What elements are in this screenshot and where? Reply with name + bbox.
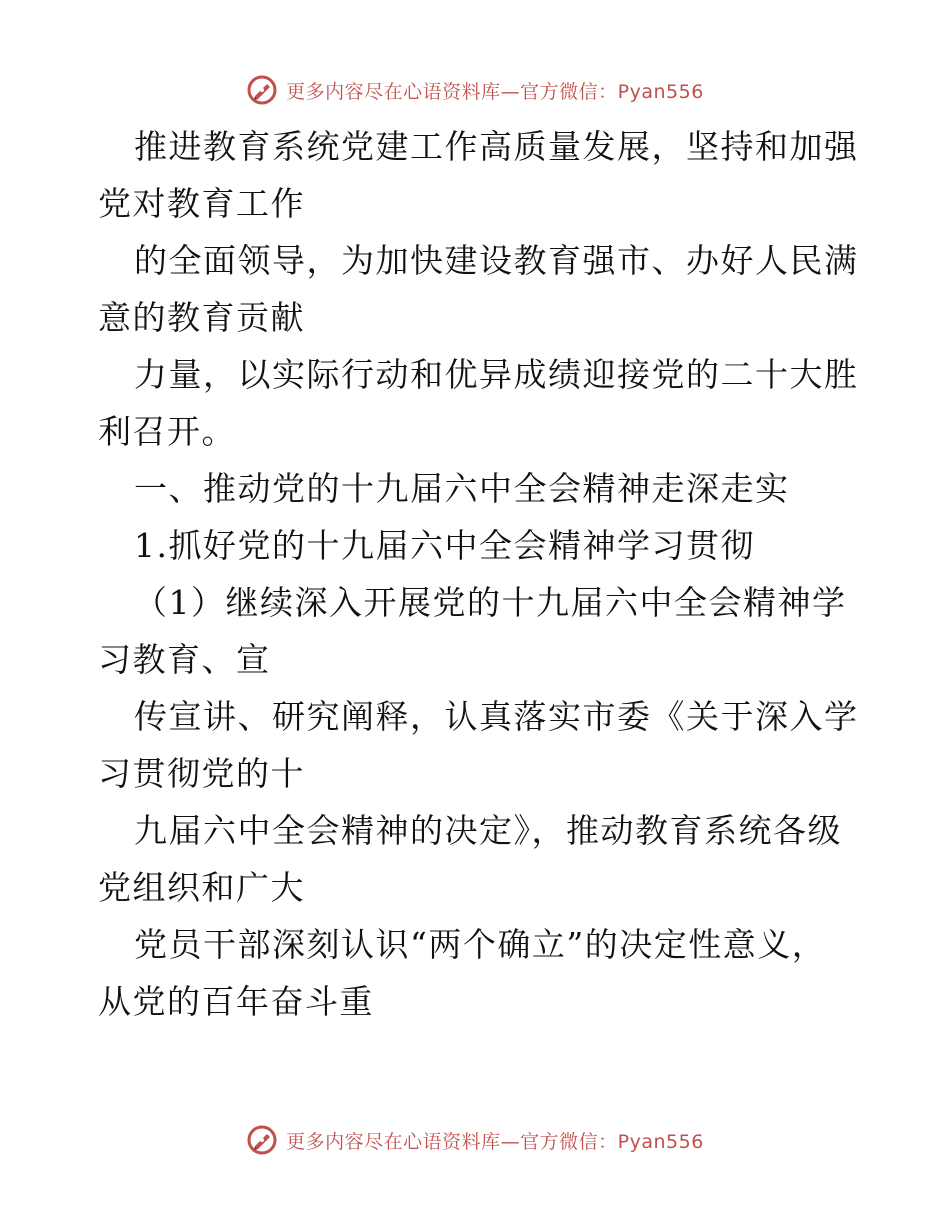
red-circle-pen-logo-icon [246, 1124, 278, 1156]
paragraph-line: 党对教育工作 [98, 184, 305, 223]
paragraph-line: 党员干部深刻认识“两个确立”的决定性意义， [134, 925, 827, 964]
paragraph-line: 党组织和广大 [98, 868, 305, 907]
header-banner-text: 更多内容尽在心语资料库—官方微信：Pyan556 [286, 80, 704, 103]
header-banner [0, 70, 950, 110]
document-body [98, 118, 858, 1030]
paragraph-line: 从党的百年奋斗重 [98, 982, 374, 1021]
footer-banner-text: 更多内容尽在心语资料库—官方微信：Pyan556 [286, 1130, 704, 1153]
paragraph-line: （1）继续深入开展党的十九届六中全会精神学 [134, 583, 847, 622]
paragraph-line: 传宣讲、研究阐释，认真落实市委《关于深入学 [134, 697, 859, 736]
paragraph-line: 的全面领导，为加快建设教育强市、办好人民满 [134, 241, 859, 280]
paragraph-line: 习教育、宣 [98, 640, 271, 679]
paragraph-line: 意的教育贡献 [98, 298, 305, 337]
subsection-heading: 1.抓好党的十九届六中全会精神学习贯彻 [134, 526, 755, 565]
red-circle-pen-logo-icon [246, 74, 278, 106]
paragraph-line: 利召开。 [98, 412, 236, 451]
paragraph-line: 习贯彻党的十 [98, 754, 305, 793]
paragraph-line: 推进教育系统党建工作高质量发展，坚持和加强 [134, 127, 859, 166]
paragraph-line: 九届六中全会精神的决定》，推动教育系统各级 [134, 811, 842, 850]
section-heading: 一、推动党的十九届六中全会精神走深走实 [134, 469, 790, 508]
footer-banner [0, 1120, 950, 1160]
paragraph-line: 力量，以实际行动和优异成绩迎接党的二十大胜 [134, 355, 859, 394]
